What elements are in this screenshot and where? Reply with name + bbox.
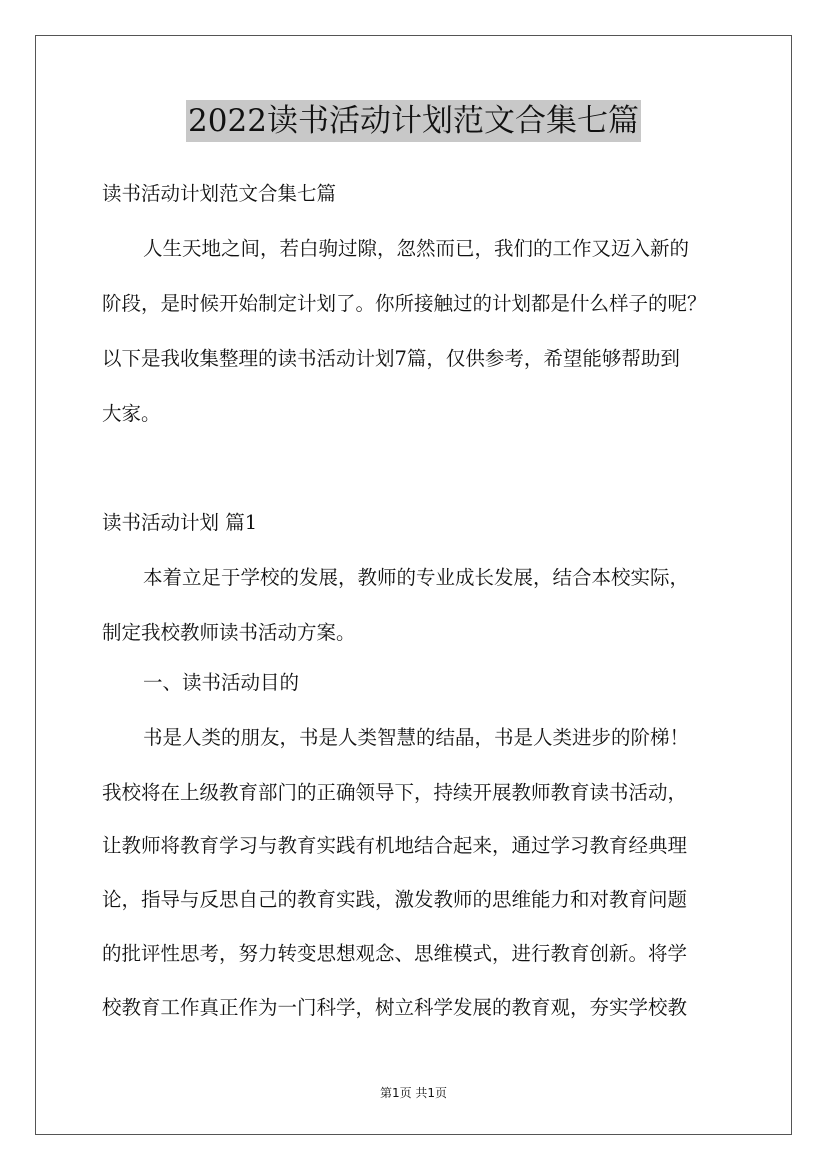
body-line: 让教师将教育学习与教育实践有机地结合起来，通过学习教育经典理 — [102, 834, 688, 857]
section-heading: 读书活动计划 篇1 — [102, 511, 258, 534]
section-line: 制定我校教师读书活动方案。 — [102, 621, 356, 644]
item-heading: 一、读书活动目的 — [143, 671, 300, 694]
page-footer: 第1页 共1页 — [379, 1086, 448, 1100]
intro-line: 大家。 — [102, 402, 161, 425]
intro-line: 人生天地之间，若白驹过隙，忽然而已，我们的工作又迈入新的 — [143, 237, 690, 260]
body-line: 论，指导与反思自己的教育实践，激发教师的思维能力和对教育问题 — [102, 888, 688, 911]
intro-line: 阶段，是时候开始制定计划了。你所接触过的计划都是什么样子的呢？ — [102, 292, 707, 315]
section-line: 本着立足于学校的发展，教师的专业成长发展，结合本校实际， — [143, 566, 690, 589]
document-title: 2022读书活动计划范文合集七篇 — [186, 100, 641, 142]
body-line: 的批评性思考，努力转变思想观念、思维模式，进行教育创新。将学 — [102, 942, 688, 965]
body-line: 我校将在上级教育部门的正确领导下，持续开展教师教育读书活动， — [102, 781, 688, 804]
body-line: 校教育工作真正作为一门科学，树立科学发展的教育观，夯实学校教 — [102, 996, 688, 1019]
intro-line: 以下是我收集整理的读书活动计划7篇，仅供参考，希望能够帮助到 — [102, 347, 680, 370]
body-line: 书是人类的朋友，书是人类智慧的结晶，书是人类进步的阶梯！ — [143, 726, 690, 749]
document-subtitle: 读书活动计划范文合集七篇 — [102, 182, 337, 205]
